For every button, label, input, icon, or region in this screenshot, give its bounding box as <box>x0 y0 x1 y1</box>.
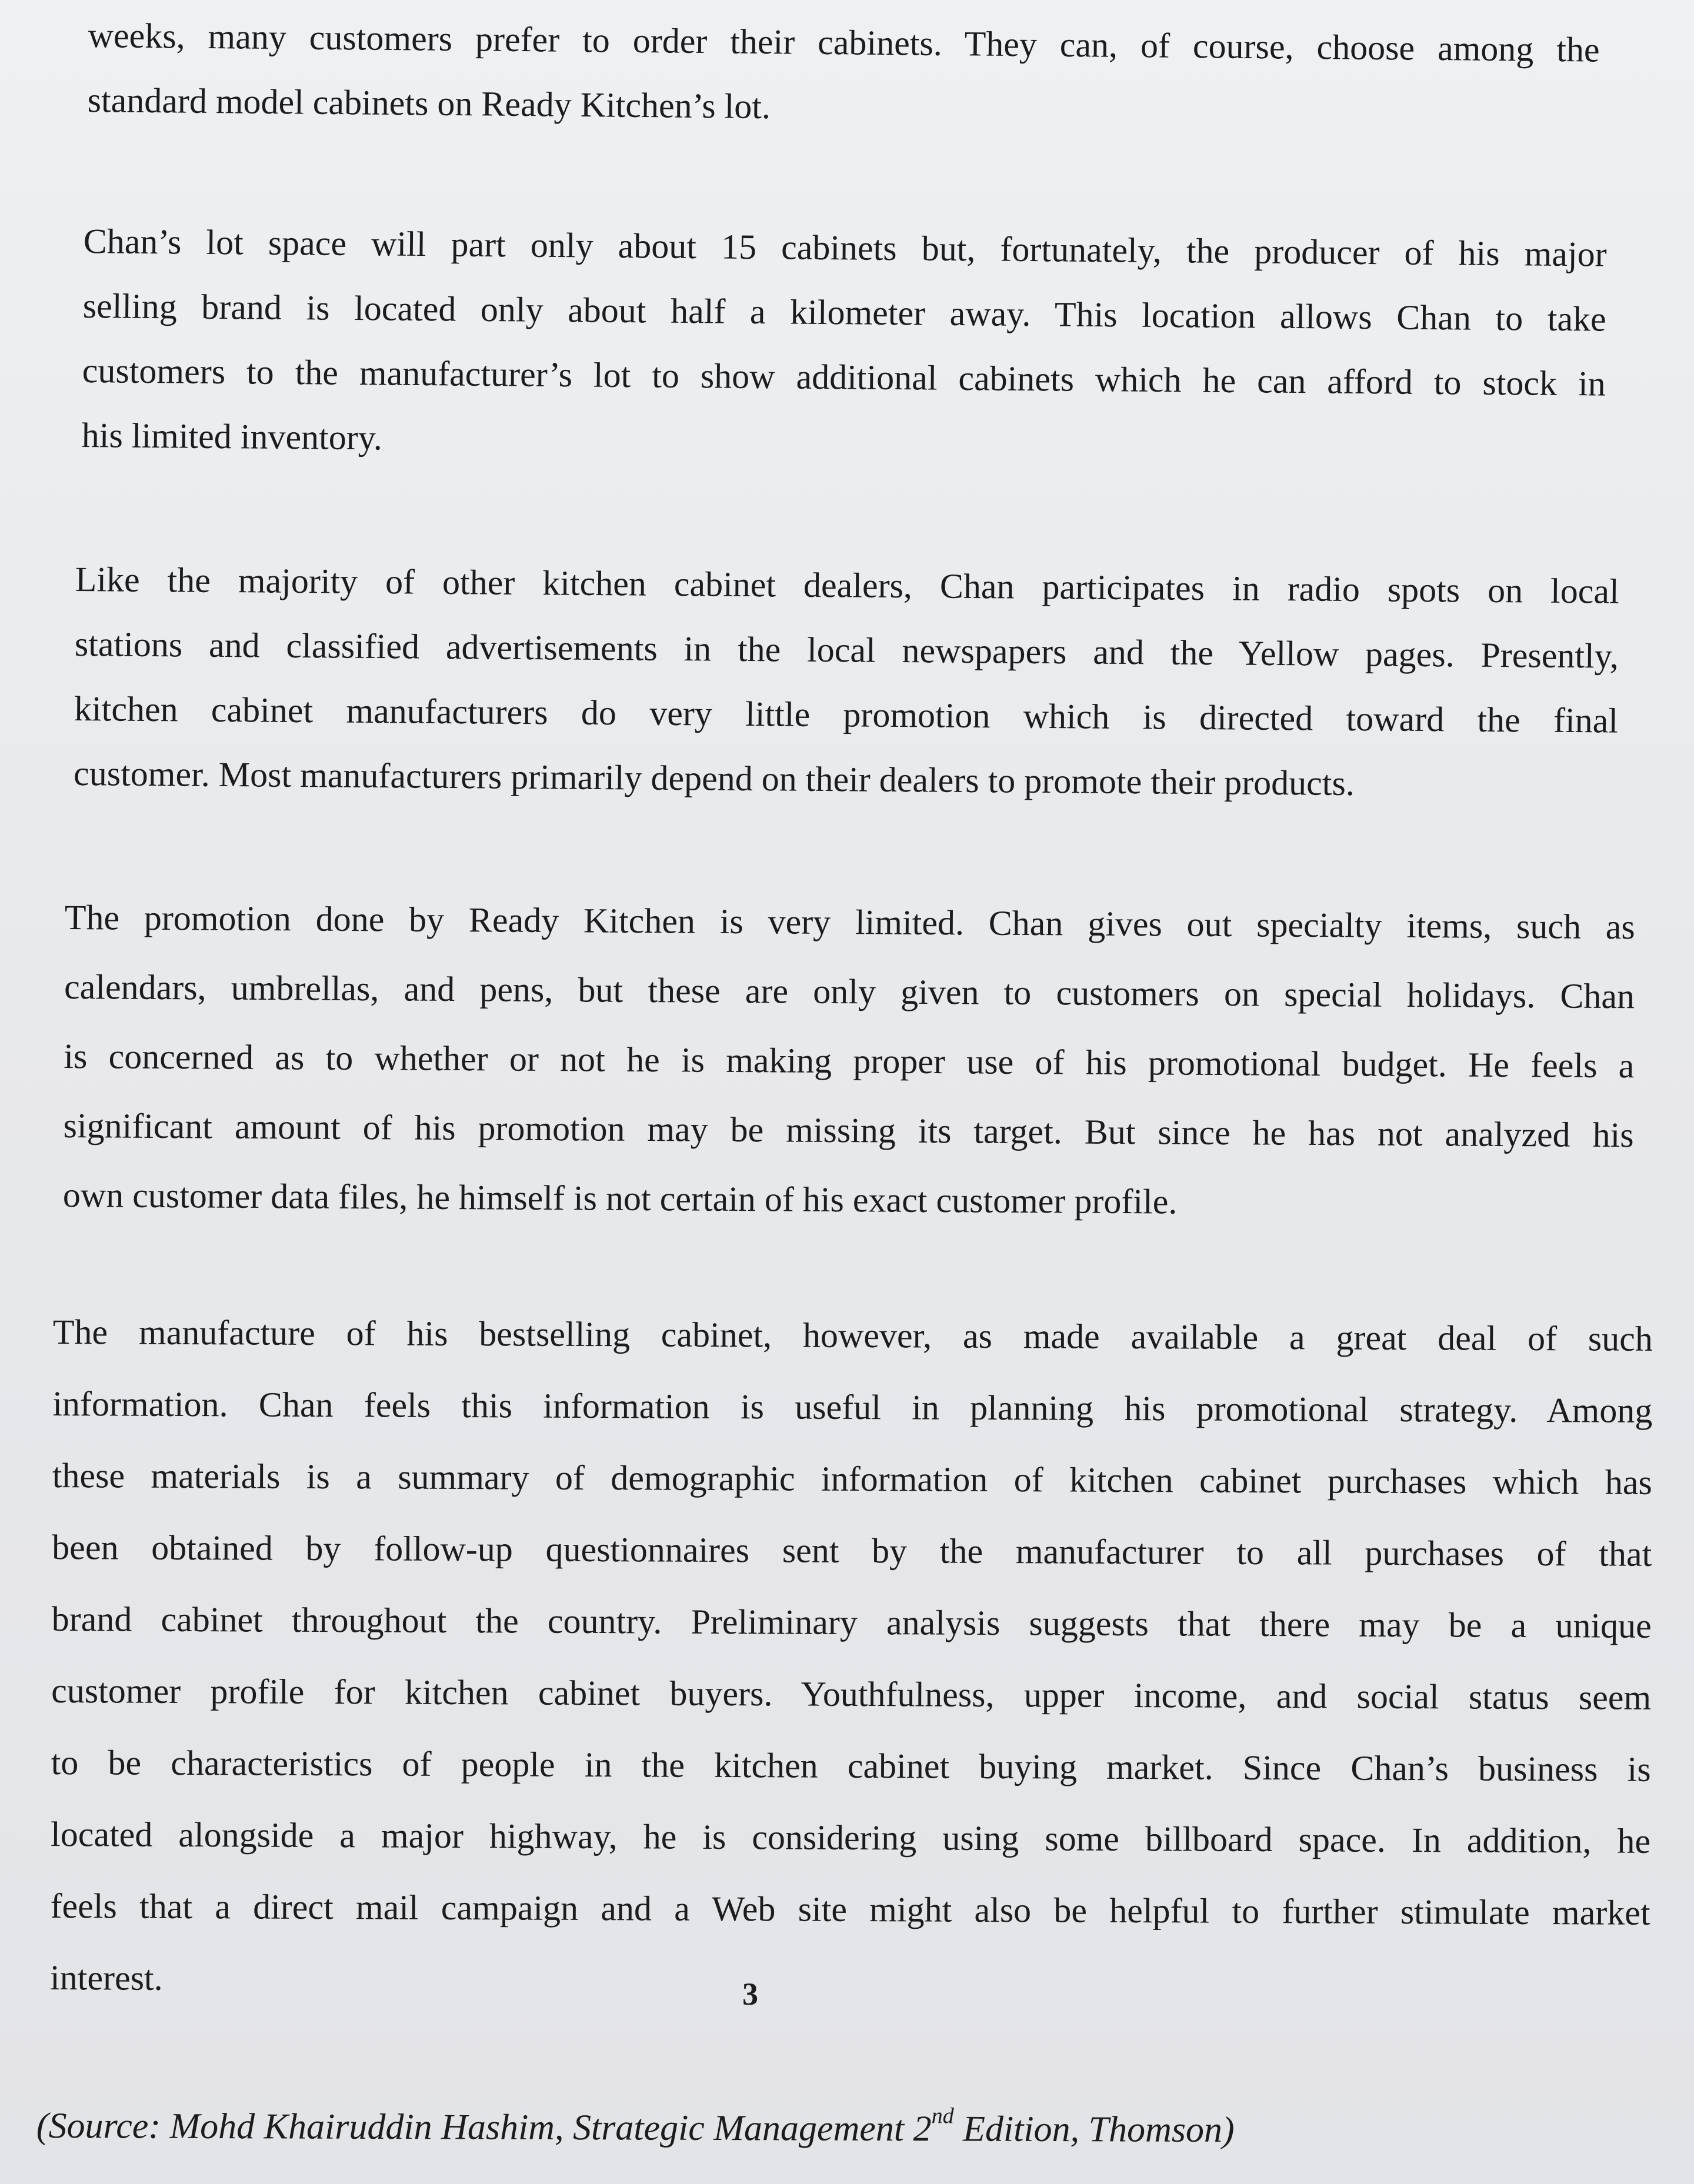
paragraph-3 <box>74 562 1619 833</box>
text-line: own customer data files, he himself is not certain of his exact customer profile. <box>62 1175 1178 1221</box>
paragraph-5 <box>50 1314 1653 2039</box>
text-line: been obtained by follow-up questionnaires sent by the manufacturer to all purchases of that <box>52 1527 1652 1574</box>
source-citation <box>36 2105 1235 2151</box>
text-line: selling brand is located only about half a kilometer away. This location allows Chan to take <box>82 286 1606 339</box>
text-line: significant amount of his promotion may be missing its target. But since he has not analyzed his <box>63 1106 1634 1155</box>
text-line: The manufacture of his bestselling cabinet, however, as made available a great deal of such <box>52 1313 1653 1358</box>
text-line: Chan’s lot space will part only about 15 cabinets but, fortunately, the producer of his major <box>83 222 1607 274</box>
text-line: his limited inventory. <box>81 415 383 457</box>
text-line: to be characteristics of people in the kitchen cabinet buying market. Since Chan’s business is <box>51 1742 1651 1789</box>
text-line: interest. <box>49 1958 163 1998</box>
text-line: standard model cabinets on Ready Kitchen’s lot. <box>87 80 771 126</box>
text-line: customers to the manufacturer’s lot to show additional cabinets which he can afford to stock in <box>82 350 1606 403</box>
page-number: 3 <box>742 1976 758 2012</box>
text-line: customer profile for kitchen cabinet buyers. Youthfulness, upper income, and social status seem <box>51 1671 1652 1717</box>
text-line: customer. Most manufacturers primarily depend on their dealers to promote their products. <box>73 753 1355 803</box>
text-line: located alongside a major highway, he is considering using some billboard space. In addition, he <box>50 1814 1651 1861</box>
text-line: kitchen cabinet manufacturers do very little promotion which is directed toward the final <box>74 689 1619 740</box>
text-line: information. Chan feels this information is useful in planning his promotional strategy. Among <box>52 1384 1653 1430</box>
paragraph-1 <box>87 18 1600 162</box>
paragraph-2 <box>81 223 1607 496</box>
source-text: (Source: Mohd Khairuddin Hashim, Strategic Management 2 <box>36 2106 932 2149</box>
text-line: brand cabinet throughout the country. Preliminary analysis suggests that there may be a unique <box>51 1599 1652 1645</box>
source-text-end: Edition, Thomson) <box>953 2109 1235 2150</box>
text-line: Like the majority of other kitchen cabinet dealers, Chan participates in radio spots on local <box>75 560 1619 611</box>
text-line: calendars, umbrellas, and pens, but these are only given to customers on special holidays. Chan <box>64 967 1635 1016</box>
text-line: these materials is a summary of demographic information of kitchen cabinet purchases which has <box>52 1455 1652 1502</box>
text-line: stations and classified advertisements in the local newspapers and the Yellow pages. Presently, <box>74 624 1619 676</box>
text-line: weeks, many customers prefer to order their cabinets. They can, of course, choose among the <box>88 16 1600 69</box>
text-line: is concerned as to whether or not he is making proper use of his promotional budget. He feels a <box>64 1036 1635 1086</box>
text-line: The promotion done by Ready Kitchen is very limited. Chan gives out specialty items, such as <box>64 898 1635 947</box>
source-superscript: nd <box>931 2103 954 2129</box>
text-line: feels that a direct mail campaign and a Web site might also be helpful to further stimulate market <box>50 1886 1650 1932</box>
paragraph-4 <box>62 900 1635 1256</box>
